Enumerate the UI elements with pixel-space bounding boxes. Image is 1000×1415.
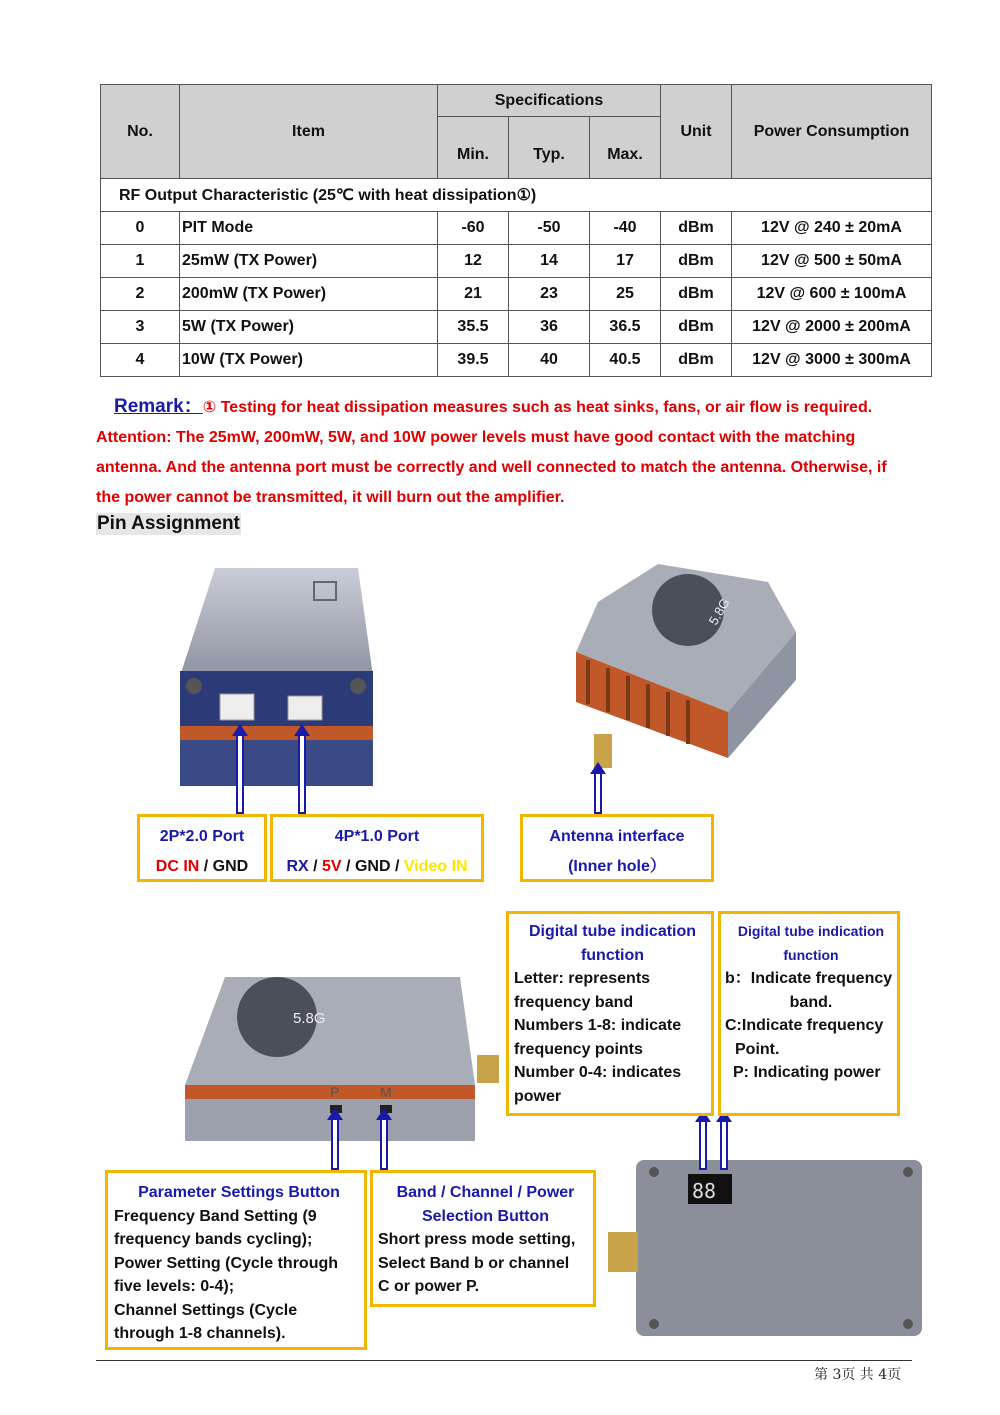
arrow-digital-2 (720, 1120, 728, 1170)
gnd-label: GND (212, 857, 249, 875)
digital-1-line: frequency band (514, 993, 634, 1011)
video-in-label: Video IN (403, 857, 468, 875)
port-4p-box (270, 814, 484, 882)
col-unit: Unit (661, 85, 732, 179)
cell-power: 12V @ 600 ± 100mA (732, 278, 932, 311)
separator: / (199, 857, 213, 875)
band-title1: Band / Channel / Power (396, 1184, 575, 1201)
separator: / (341, 857, 355, 875)
digital-2-line: band. (789, 993, 833, 1011)
remark-line1: ① Testing for heat dissipation measures such as heat sinks, fans, or air flow is required. (202, 399, 873, 416)
band-channel-box (370, 1170, 596, 1307)
cell-typ: 23 (509, 278, 590, 311)
cell-power: 12V @ 3000 ± 300mA (732, 344, 932, 377)
param-line: Frequency Band Setting (9 (114, 1207, 317, 1225)
cell-unit: dBm (661, 245, 732, 278)
digital-1-title1: Digital tube indication (528, 923, 697, 940)
digital-2-line: C:Indicate frequency (725, 1017, 884, 1034)
m-button-label: M (380, 1084, 392, 1100)
digital-2-line: P: Indicating power (733, 1064, 881, 1081)
port-2p-title: 2P*2.0 Port (159, 828, 245, 845)
band-line: C or power P. (378, 1278, 480, 1295)
cell-item: 25mW (TX Power) (180, 245, 438, 278)
col-max: Max. (590, 117, 661, 179)
cell-no: 1 (101, 245, 180, 278)
table-row (101, 311, 932, 344)
port-2p-box (137, 814, 267, 882)
arrow-antenna (594, 772, 602, 814)
cell-max: -40 (590, 212, 661, 245)
footer-divider (96, 1360, 912, 1361)
band-line: Short press mode setting, (378, 1231, 576, 1248)
antenna-box (520, 814, 714, 882)
cell-typ: 36 (509, 311, 590, 344)
col-item: Item (180, 85, 438, 179)
device-front-image (180, 566, 375, 788)
digital-2-line: b：Indicate frequency (725, 970, 893, 987)
antenna-title: Antenna interface (549, 828, 685, 845)
cell-item: PIT Mode (180, 212, 438, 245)
digital-1-line: power (514, 1087, 562, 1105)
param-line: Channel Settings (Cycle (114, 1301, 298, 1319)
arrow-band (380, 1118, 388, 1170)
cell-max: 17 (590, 245, 661, 278)
digital-tube-box-2 (718, 911, 900, 1116)
rx-label: RX (286, 857, 309, 875)
table-row (101, 278, 932, 311)
cell-no: 3 (101, 311, 180, 344)
band-label: 5.8G (705, 595, 733, 628)
cell-max: 25 (590, 278, 661, 311)
digital-tube-display: 88 (692, 1179, 717, 1203)
arrow-4p (298, 734, 306, 814)
table-row (101, 344, 932, 377)
cell-power: 12V @ 240 ± 20mA (732, 212, 932, 245)
cell-typ: 40 (509, 344, 590, 377)
cell-unit: dBm (661, 212, 732, 245)
table-row (101, 245, 932, 278)
arrow-digital-1 (699, 1120, 707, 1170)
col-min: Min. (438, 117, 509, 179)
specification-table (100, 84, 932, 377)
cell-unit: dBm (661, 344, 732, 377)
cell-min: 35.5 (438, 311, 509, 344)
digital-1-title2: function (580, 946, 645, 964)
5v-label: 5V (322, 857, 342, 875)
param-settings-box (105, 1170, 367, 1350)
separator: / (390, 857, 404, 875)
cell-item: 5W (TX Power) (180, 311, 438, 344)
device-heatsink-image (568, 562, 798, 787)
cell-item: 200mW (TX Power) (180, 278, 438, 311)
p-button-label: P (330, 1084, 340, 1100)
cell-power: 12V @ 500 ± 50mA (732, 245, 932, 278)
cell-unit: dBm (661, 311, 732, 344)
col-specifications: Specifications (438, 85, 661, 117)
port-4p-title: 4P*1.0 Port (334, 828, 420, 845)
cell-power: 12V @ 2000 ± 200mA (732, 311, 932, 344)
digital-2-title2: function (783, 946, 839, 963)
table-row (101, 212, 932, 245)
antenna-sub: (Inner hole） (568, 857, 666, 875)
digital-1-line: frequency points (514, 1040, 643, 1058)
device-top-image (608, 1158, 926, 1338)
param-title: Parameter Settings Button (138, 1184, 340, 1201)
remark-label: Remark： (114, 396, 203, 417)
page-number: 第 3页 共 4页 (814, 1367, 902, 1383)
dc-in-label: DC IN (155, 857, 200, 875)
cell-min: 21 (438, 278, 509, 311)
cell-item: 10W (TX Power) (180, 344, 438, 377)
cell-typ: 14 (509, 245, 590, 278)
digital-1-line: Numbers 1-8: indicate (514, 1017, 682, 1034)
col-typ: Typ. (509, 117, 590, 179)
param-line: through 1-8 channels). (114, 1325, 286, 1342)
band-label-2: 5.8G (293, 1010, 326, 1027)
band-line: Select Band b or channel (378, 1254, 570, 1272)
param-line: frequency bands cycling); (114, 1231, 313, 1248)
cell-no: 2 (101, 278, 180, 311)
band-title2: Selection Button (421, 1207, 550, 1225)
cell-min: -60 (438, 212, 509, 245)
digital-2-line: Point. (735, 1040, 780, 1058)
arrow-2p (236, 734, 244, 814)
gnd-label: GND (354, 857, 391, 875)
cell-min: 39.5 (438, 344, 509, 377)
cell-max: 40.5 (590, 344, 661, 377)
cell-no: 0 (101, 212, 180, 245)
remark-line3: antenna. And the antenna port must be correctly and well connected to match the antenna. Otherwise, if (96, 459, 887, 476)
device-buttons-image (185, 975, 505, 1145)
table-section-row (101, 179, 932, 212)
cell-max: 36.5 (590, 311, 661, 344)
digital-1-line: Number 0-4: indicates (514, 1064, 682, 1081)
param-line: five levels: 0-4); (114, 1278, 235, 1295)
section-title: RF Output Characteristic (25℃ with heat dissipation①) (101, 179, 932, 212)
digital-2-title1: Digital tube indication (737, 923, 885, 939)
digital-tube-box-1 (506, 911, 714, 1116)
remark-block (96, 392, 946, 513)
arrow-param (331, 1118, 339, 1170)
col-power: Power Consumption (732, 85, 932, 179)
remark-line2: Attention: The 25mW, 200mW, 5W, and 10W power levels must have good contact with the matching (96, 429, 856, 446)
col-no: No. (101, 85, 180, 179)
digital-1-line: Letter: represents (514, 970, 651, 987)
cell-typ: -50 (509, 212, 590, 245)
remark-line4: the power cannot be transmitted, it will burn out the amplifier. (96, 489, 565, 506)
cell-unit: dBm (661, 278, 732, 311)
pin-assignment-title: Pin Assignment (97, 513, 240, 534)
param-line: Power Setting (Cycle through (114, 1254, 339, 1272)
cell-min: 12 (438, 245, 509, 278)
separator: / (308, 857, 323, 875)
cell-no: 4 (101, 344, 180, 377)
